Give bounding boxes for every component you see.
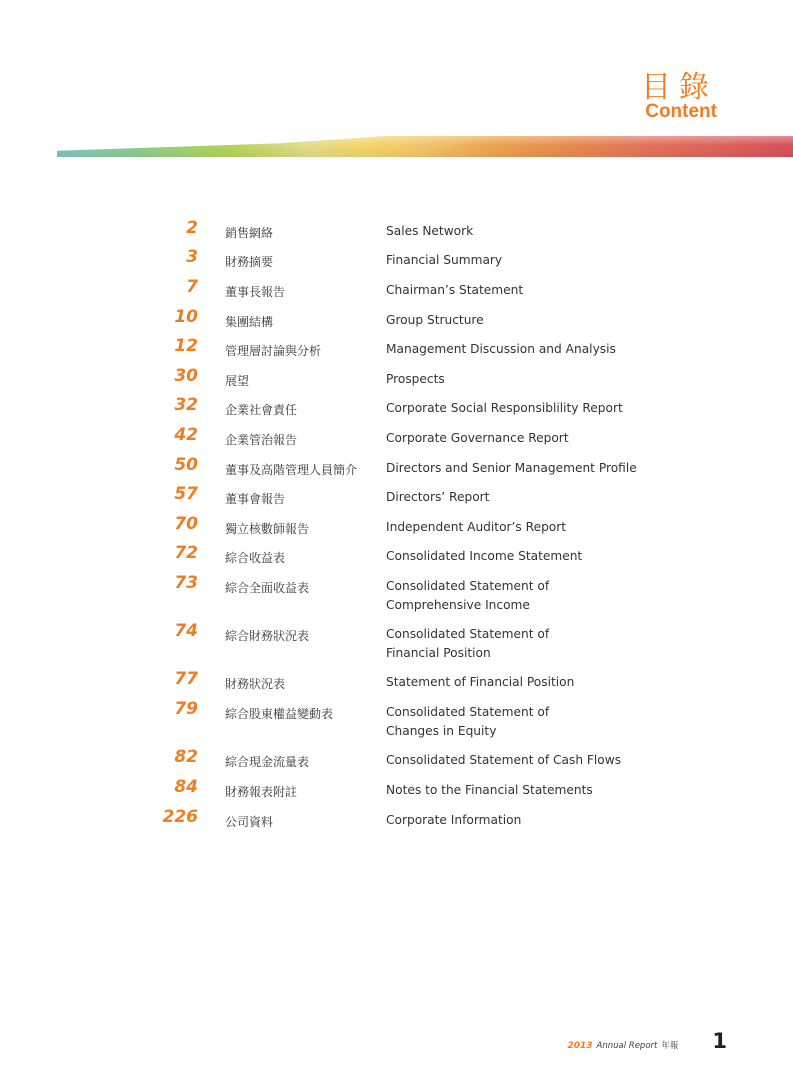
toc-title-chinese: 展望 [225,374,250,388]
toc-title-english: Corporate Governance Report [386,431,569,445]
toc-page-number: 73 [174,573,198,593]
decorative-band-shade [57,136,793,157]
toc-title-chinese: 綜合全面收益表 [225,581,310,595]
toc-title-english: Independent Auditor’s Report [386,520,567,534]
page-title-english: Content [645,101,717,122]
toc-page-number: 7 [186,277,198,297]
toc-page-number: 50 [174,455,198,475]
toc-page-number: 82 [174,747,198,767]
toc-title-english: Directors’ Report [386,490,490,504]
toc-page-number: 32 [174,395,198,415]
toc-title-english: Chairman’s Statement [386,283,524,297]
toc-title-english: Financial Summary [386,253,503,267]
toc-title-english: Consolidated Income Statement [386,549,583,563]
toc-title-chinese: 管理層討論與分析 [225,344,322,358]
toc-title-chinese: 綜合收益表 [225,551,286,565]
footer-year: 2013 [567,1041,593,1051]
page-footer [567,1029,727,1053]
toc-page-number: 77 [174,669,198,689]
toc-title-english: Corporate Social Responsiblility Report [386,401,623,415]
toc-title-english: Prospects [386,372,445,386]
toc-title-english: Notes to the Financial Statements [386,783,593,797]
toc-page-number: 12 [174,336,198,356]
toc-title-chinese: 綜合現金流量表 [225,755,310,769]
toc-page-number: 30 [174,366,198,386]
toc-title-english: Management Discussion and Analysis [386,342,616,356]
toc-title-chinese: 董事及高階管理人員簡介 [225,463,358,477]
toc-title-english: Corporate Information [386,813,522,827]
toc-page-number: 2 [186,218,198,238]
toc-title-english: Directors and Senior Management Profile [386,461,637,475]
toc-title-chinese: 財務狀況表 [225,677,286,691]
toc-page-number: 226 [162,807,198,827]
toc-title-chinese: 企業管治報告 [225,433,298,447]
toc-page-number: 84 [174,777,198,797]
toc-title-chinese: 獨立核數師報告 [225,522,310,536]
toc-title-english: Consolidated Statement of Comprehensive Income [386,579,550,612]
toc-title-english: Consolidated Statement of Financial Position [386,627,550,660]
footer-report-english: Annual Report [596,1041,658,1051]
toc-title-chinese: 綜合股東權益變動表 [225,707,334,721]
toc-title-chinese: 集團結構 [225,315,274,329]
toc-page-number: 10 [174,307,198,327]
toc-title-chinese: 綜合財務狀況表 [225,629,310,643]
toc-title-english: Consolidated Statement of Changes in Equity [386,705,550,738]
toc-page-number: 70 [174,514,198,534]
toc-title-chinese: 財務報表附註 [225,785,298,799]
page-title-chinese: 目錄 [641,70,717,105]
footer-page-number: 1 [712,1029,727,1053]
toc-page-number: 79 [174,699,198,719]
toc-title-chinese: 公司資料 [225,815,274,829]
toc-title-chinese: 企業社會責任 [225,403,298,417]
toc-page-number: 74 [174,621,198,641]
toc-title-chinese: 銷售網絡 [225,226,274,240]
toc-page-number: 72 [174,543,198,563]
toc-title-english: Statement of Financial Position [386,675,575,689]
toc-page-number: 57 [174,484,198,504]
toc-title-english: Consolidated Statement of Cash Flows [386,753,622,767]
toc-page-number: 3 [186,247,198,267]
toc-title-chinese: 董事會報告 [225,492,286,506]
toc-title-chinese: 財務摘要 [225,255,274,269]
toc-title-english: Sales Network [386,224,474,238]
toc-title-chinese: 董事長報告 [225,285,286,299]
toc-page-number: 42 [174,425,198,445]
toc-title-english: Group Structure [386,313,484,327]
footer-report-chinese: 年報 [661,1041,679,1051]
